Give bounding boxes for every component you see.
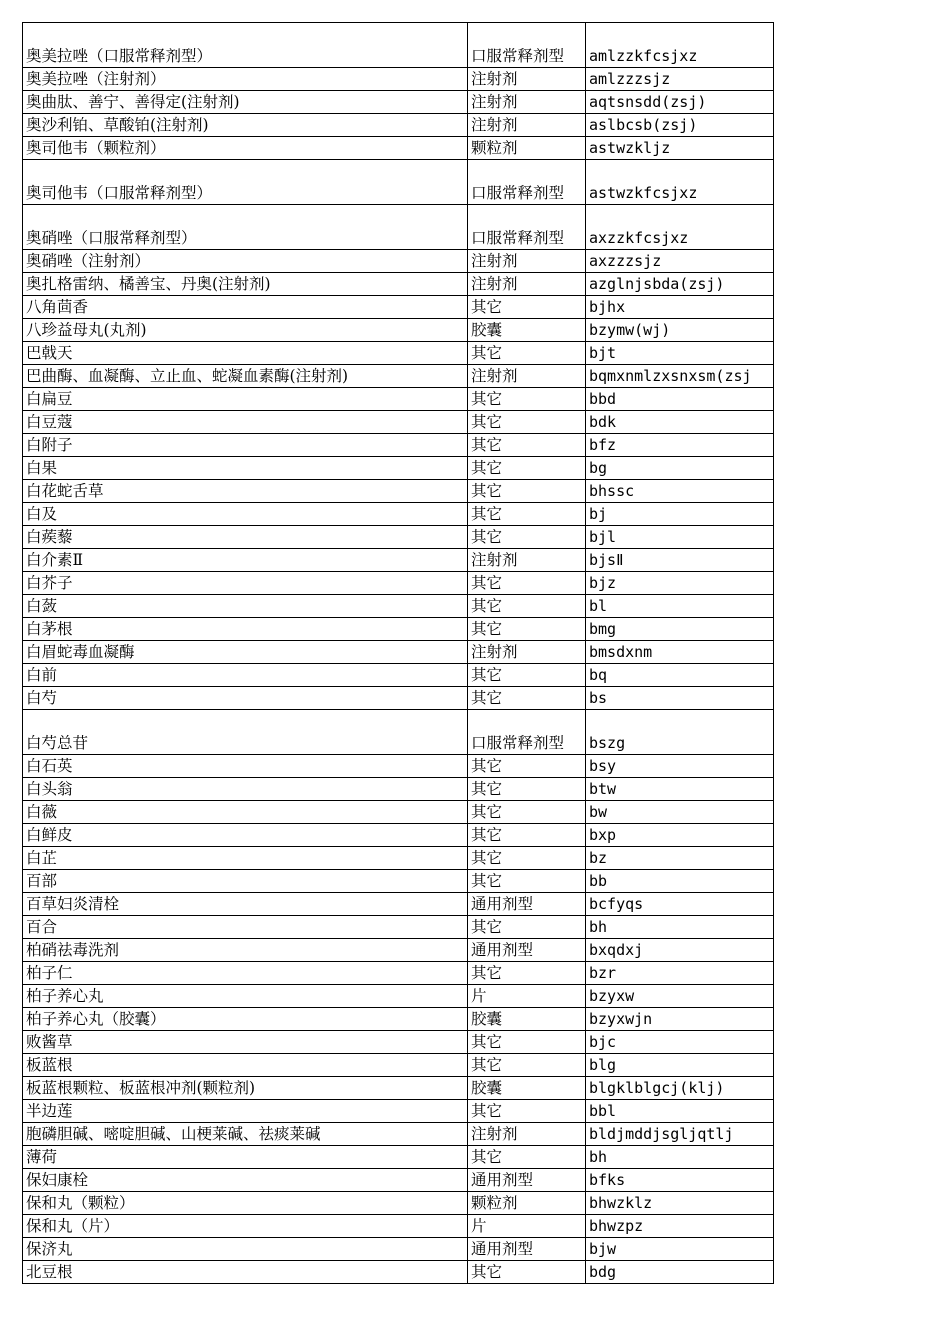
dosage-form-cell: 片 — [468, 1215, 586, 1238]
table-row — [23, 1031, 774, 1054]
drug-name-cell: 胞磷胆碱、嘧啶胆碱、山梗莱碱、祛痰莱碱 — [23, 1123, 468, 1146]
drug-name-cell: 奥沙利铂、草酸铂(注射剂) — [23, 114, 468, 137]
drug-name-cell: 保济丸 — [23, 1238, 468, 1261]
table-row — [23, 595, 774, 618]
table-row — [23, 847, 774, 870]
drug-name-cell: 奥硝唑（口服常释剂型） — [23, 205, 468, 250]
table-row — [23, 114, 774, 137]
drug-name-cell: 板蓝根颗粒、板蓝根冲剂(颗粒剂) — [23, 1077, 468, 1100]
drug-name-cell: 奥美拉唑（注射剂） — [23, 68, 468, 91]
dosage-form-cell: 通用剂型 — [468, 939, 586, 962]
dosage-form-cell: 其它 — [468, 916, 586, 939]
table-row — [23, 710, 774, 755]
drug-name-cell: 保妇康栓 — [23, 1169, 468, 1192]
dosage-form-cell: 其它 — [468, 870, 586, 893]
dosage-form-cell: 其它 — [468, 1031, 586, 1054]
table-row — [23, 434, 774, 457]
drug-name-cell: 白蔹 — [23, 595, 468, 618]
pinyin-code-cell: bzr — [586, 962, 774, 985]
table-row — [23, 1238, 774, 1261]
dosage-form-cell: 其它 — [468, 1261, 586, 1284]
dosage-form-cell: 其它 — [468, 1100, 586, 1123]
table-row — [23, 801, 774, 824]
pinyin-code-cell: bxqdxj — [586, 939, 774, 962]
table-row — [23, 641, 774, 664]
table-row — [23, 824, 774, 847]
pinyin-code-cell: blgklblgcj(klj) — [586, 1077, 774, 1100]
pinyin-code-cell: bsy — [586, 755, 774, 778]
drug-name-cell: 白附子 — [23, 434, 468, 457]
table-row — [23, 296, 774, 319]
table-row — [23, 342, 774, 365]
drug-table-body — [23, 23, 774, 1284]
table-row — [23, 137, 774, 160]
pinyin-code-cell: amlzzzsjz — [586, 68, 774, 91]
pinyin-code-cell: bq — [586, 664, 774, 687]
drug-name-cell: 白薇 — [23, 801, 468, 824]
drug-name-cell: 白芍总苷 — [23, 710, 468, 755]
table-row — [23, 1261, 774, 1284]
pinyin-code-cell: btw — [586, 778, 774, 801]
table-row — [23, 962, 774, 985]
table-row — [23, 411, 774, 434]
table-row — [23, 687, 774, 710]
dosage-form-cell: 其它 — [468, 457, 586, 480]
drug-name-cell: 奥曲肽、善宁、善得定(注射剂) — [23, 91, 468, 114]
table-row — [23, 1054, 774, 1077]
pinyin-code-cell: bzyxwjn — [586, 1008, 774, 1031]
pinyin-code-cell: bh — [586, 1146, 774, 1169]
pinyin-code-cell: bjhx — [586, 296, 774, 319]
table-row — [23, 755, 774, 778]
pinyin-code-cell: bl — [586, 595, 774, 618]
table-row — [23, 939, 774, 962]
table-row — [23, 1192, 774, 1215]
pinyin-code-cell: bldjmddjsgljqtlj — [586, 1123, 774, 1146]
drug-name-cell: 白及 — [23, 503, 468, 526]
dosage-form-cell: 其它 — [468, 388, 586, 411]
pinyin-code-cell: bb — [586, 870, 774, 893]
dosage-form-cell: 其它 — [468, 687, 586, 710]
pinyin-code-cell: bcfyqs — [586, 893, 774, 916]
drug-name-cell: 柏子养心丸 — [23, 985, 468, 1008]
table-row — [23, 1008, 774, 1031]
pinyin-code-cell: bg — [586, 457, 774, 480]
dosage-form-cell: 其它 — [468, 824, 586, 847]
dosage-form-cell: 其它 — [468, 503, 586, 526]
drug-name-cell: 巴曲酶、血凝酶、立止血、蛇凝血素酶(注射剂) — [23, 365, 468, 388]
pinyin-code-cell: astwzkljz — [586, 137, 774, 160]
drug-name-cell: 白芷 — [23, 847, 468, 870]
drug-name-cell: 百合 — [23, 916, 468, 939]
pinyin-code-cell: bjl — [586, 526, 774, 549]
table-row — [23, 319, 774, 342]
table-row — [23, 870, 774, 893]
table-row — [23, 91, 774, 114]
dosage-form-cell: 其它 — [468, 801, 586, 824]
table-row — [23, 1077, 774, 1100]
pinyin-code-cell: bhwzpz — [586, 1215, 774, 1238]
table-row — [23, 503, 774, 526]
dosage-form-cell: 其它 — [468, 664, 586, 687]
drug-name-cell: 保和丸（颗粒） — [23, 1192, 468, 1215]
drug-name-cell: 保和丸（片） — [23, 1215, 468, 1238]
table-row — [23, 480, 774, 503]
table-row — [23, 664, 774, 687]
table-row — [23, 916, 774, 939]
pinyin-code-cell: astwzkfcsjxz — [586, 160, 774, 205]
pinyin-code-cell: bbl — [586, 1100, 774, 1123]
pinyin-code-cell: bjc — [586, 1031, 774, 1054]
pinyin-code-cell: bj — [586, 503, 774, 526]
dosage-form-cell: 注射剂 — [468, 365, 586, 388]
dosage-form-cell: 其它 — [468, 296, 586, 319]
pinyin-code-cell: bhwzklz — [586, 1192, 774, 1215]
dosage-form-cell: 颗粒剂 — [468, 1192, 586, 1215]
table-row — [23, 1146, 774, 1169]
drug-name-cell: 白蒺藜 — [23, 526, 468, 549]
dosage-form-cell: 其它 — [468, 1146, 586, 1169]
pinyin-code-cell: aslbcsb(zsj) — [586, 114, 774, 137]
dosage-form-cell: 注射剂 — [468, 549, 586, 572]
dosage-form-cell: 其它 — [468, 847, 586, 870]
dosage-form-cell: 其它 — [468, 962, 586, 985]
drug-name-cell: 板蓝根 — [23, 1054, 468, 1077]
drug-name-cell: 奥扎格雷纳、橘善宝、丹奥(注射剂) — [23, 273, 468, 296]
pinyin-code-cell: bs — [586, 687, 774, 710]
dosage-form-cell: 其它 — [468, 434, 586, 457]
drug-name-cell: 百部 — [23, 870, 468, 893]
drug-name-cell: 柏硝祛毒洗剂 — [23, 939, 468, 962]
dosage-form-cell: 注射剂 — [468, 114, 586, 137]
dosage-form-cell: 注射剂 — [468, 1123, 586, 1146]
drug-name-cell: 柏子养心丸（胶囊） — [23, 1008, 468, 1031]
drug-name-cell: 白芥子 — [23, 572, 468, 595]
pinyin-code-cell: bjz — [586, 572, 774, 595]
drug-name-cell: 白花蛇舌草 — [23, 480, 468, 503]
dosage-form-cell: 片 — [468, 985, 586, 1008]
pinyin-code-cell: blg — [586, 1054, 774, 1077]
pinyin-code-cell: axzzkfcsjxz — [586, 205, 774, 250]
drug-name-cell: 八角茴香 — [23, 296, 468, 319]
dosage-form-cell: 其它 — [468, 755, 586, 778]
table-row — [23, 457, 774, 480]
pinyin-code-cell: bjsⅡ — [586, 549, 774, 572]
drug-name-cell: 奥司他韦（颗粒剂） — [23, 137, 468, 160]
drug-name-cell: 半边莲 — [23, 1100, 468, 1123]
dosage-form-cell: 胶囊 — [468, 319, 586, 342]
table-row — [23, 388, 774, 411]
table-row — [23, 1123, 774, 1146]
drug-name-cell: 白扁豆 — [23, 388, 468, 411]
dosage-form-cell: 其它 — [468, 342, 586, 365]
table-row — [23, 778, 774, 801]
pinyin-code-cell: azglnjsbda(zsj) — [586, 273, 774, 296]
drug-name-cell: 奥司他韦（口服常释剂型） — [23, 160, 468, 205]
pinyin-code-cell: bdg — [586, 1261, 774, 1284]
dosage-form-cell: 注射剂 — [468, 68, 586, 91]
pinyin-code-cell: bdk — [586, 411, 774, 434]
pinyin-code-cell: aqtsnsdd(zsj) — [586, 91, 774, 114]
drug-table — [22, 22, 774, 1284]
drug-name-cell: 柏子仁 — [23, 962, 468, 985]
drug-name-cell: 八珍益母丸(丸剂) — [23, 319, 468, 342]
dosage-form-cell: 胶囊 — [468, 1008, 586, 1031]
pinyin-code-cell: bzyxw — [586, 985, 774, 1008]
table-row — [23, 23, 774, 68]
drug-name-cell: 百草妇炎清栓 — [23, 893, 468, 916]
pinyin-code-cell: bh — [586, 916, 774, 939]
dosage-form-cell: 口服常释剂型 — [468, 23, 586, 68]
pinyin-code-cell: axzzzsjz — [586, 250, 774, 273]
dosage-form-cell: 其它 — [468, 618, 586, 641]
table-row — [23, 1169, 774, 1192]
pinyin-code-cell: bjt — [586, 342, 774, 365]
dosage-form-cell: 颗粒剂 — [468, 137, 586, 160]
table-row — [23, 68, 774, 91]
pinyin-code-cell: bfks — [586, 1169, 774, 1192]
dosage-form-cell: 口服常释剂型 — [468, 205, 586, 250]
dosage-form-cell: 胶囊 — [468, 1077, 586, 1100]
pinyin-code-cell: bzymw(wj) — [586, 319, 774, 342]
dosage-form-cell: 通用剂型 — [468, 1169, 586, 1192]
table-row — [23, 160, 774, 205]
table-row — [23, 273, 774, 296]
drug-name-cell: 奥硝唑（注射剂） — [23, 250, 468, 273]
dosage-form-cell: 其它 — [468, 778, 586, 801]
drug-name-cell: 奥美拉唑（口服常释剂型） — [23, 23, 468, 68]
pinyin-code-cell: bw — [586, 801, 774, 824]
table-row — [23, 618, 774, 641]
table-row — [23, 572, 774, 595]
table-row — [23, 526, 774, 549]
dosage-form-cell: 口服常释剂型 — [468, 160, 586, 205]
dosage-form-cell: 其它 — [468, 411, 586, 434]
pinyin-code-cell: bjw — [586, 1238, 774, 1261]
pinyin-code-cell: bmg — [586, 618, 774, 641]
pinyin-code-cell: bfz — [586, 434, 774, 457]
dosage-form-cell: 通用剂型 — [468, 1238, 586, 1261]
dosage-form-cell: 注射剂 — [468, 273, 586, 296]
pinyin-code-cell: bz — [586, 847, 774, 870]
dosage-form-cell: 通用剂型 — [468, 893, 586, 916]
drug-name-cell: 薄荷 — [23, 1146, 468, 1169]
pinyin-code-cell: bhssc — [586, 480, 774, 503]
table-row — [23, 985, 774, 1008]
dosage-form-cell: 口服常释剂型 — [468, 710, 586, 755]
drug-name-cell: 白茅根 — [23, 618, 468, 641]
dosage-form-cell: 其它 — [468, 595, 586, 618]
drug-name-cell: 白鲜皮 — [23, 824, 468, 847]
pinyin-code-cell: bszg — [586, 710, 774, 755]
drug-name-cell: 白石英 — [23, 755, 468, 778]
dosage-form-cell: 其它 — [468, 1054, 586, 1077]
pinyin-code-cell: bmsdxnm — [586, 641, 774, 664]
table-row — [23, 205, 774, 250]
drug-name-cell: 白介素Ⅱ — [23, 549, 468, 572]
table-row — [23, 250, 774, 273]
table-row — [23, 549, 774, 572]
dosage-form-cell: 注射剂 — [468, 250, 586, 273]
dosage-form-cell: 其它 — [468, 526, 586, 549]
table-row — [23, 365, 774, 388]
drug-name-cell: 白豆蔻 — [23, 411, 468, 434]
drug-name-cell: 白眉蛇毒血凝酶 — [23, 641, 468, 664]
dosage-form-cell: 注射剂 — [468, 91, 586, 114]
drug-name-cell: 败酱草 — [23, 1031, 468, 1054]
dosage-form-cell: 注射剂 — [468, 641, 586, 664]
drug-name-cell: 巴戟天 — [23, 342, 468, 365]
pinyin-code-cell: bbd — [586, 388, 774, 411]
table-row — [23, 1100, 774, 1123]
drug-name-cell: 白前 — [23, 664, 468, 687]
dosage-form-cell: 其它 — [468, 572, 586, 595]
pinyin-code-cell: amlzzkfcsjxz — [586, 23, 774, 68]
dosage-form-cell: 其它 — [468, 480, 586, 503]
drug-name-cell: 白芍 — [23, 687, 468, 710]
drug-name-cell: 白头翁 — [23, 778, 468, 801]
table-row — [23, 893, 774, 916]
pinyin-code-cell: bxp — [586, 824, 774, 847]
drug-name-cell: 白果 — [23, 457, 468, 480]
table-row — [23, 1215, 774, 1238]
drug-name-cell: 北豆根 — [23, 1261, 468, 1284]
pinyin-code-cell: bqmxnmlzxsnxsm(zsj — [586, 365, 774, 388]
